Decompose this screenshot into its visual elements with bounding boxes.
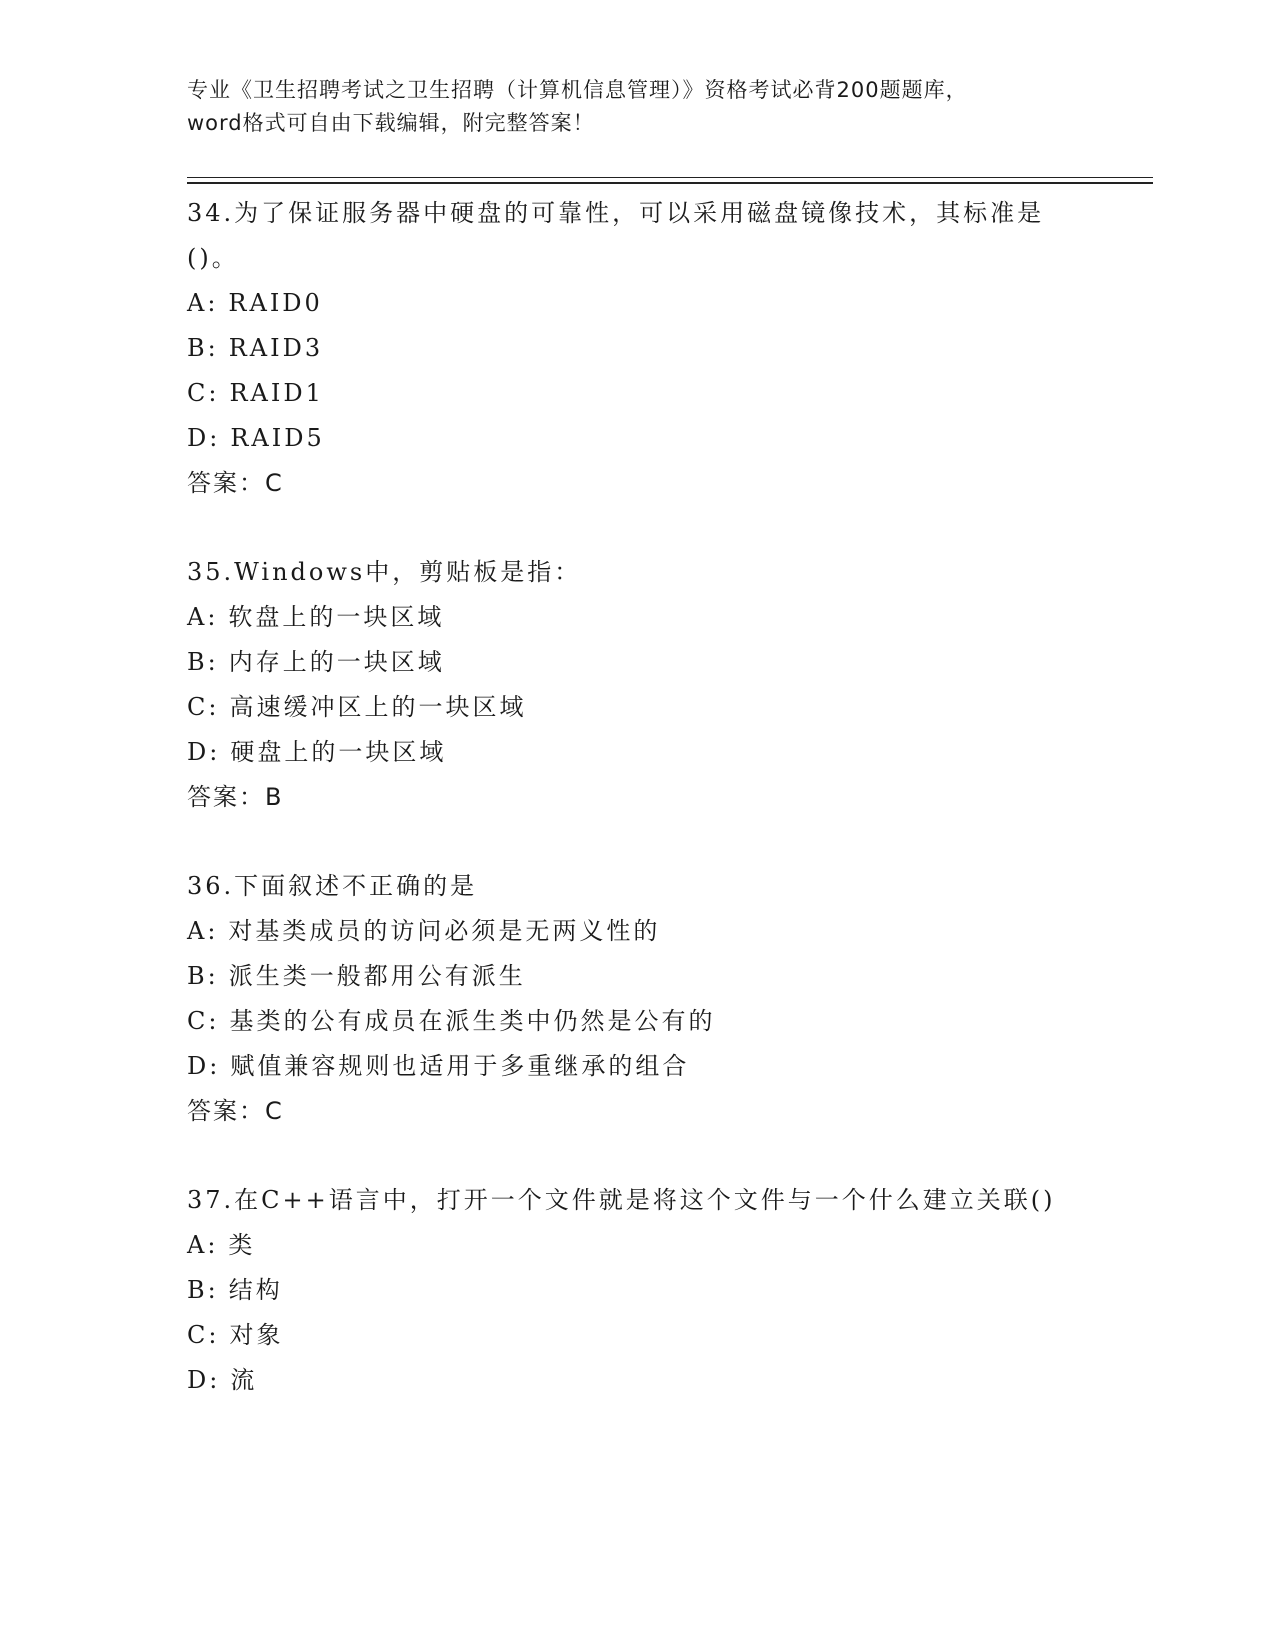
option-text: RAID1 — [229, 379, 324, 407]
option-key: D: — [187, 1052, 221, 1080]
option-key: B: — [187, 334, 219, 362]
header-divider-thin — [187, 177, 1153, 178]
header-divider-thick — [187, 182, 1153, 184]
option-key: C: — [187, 379, 220, 407]
option-item — [187, 416, 1147, 461]
option-list — [187, 595, 1147, 775]
option-text: 派生类一般都用公有派生 — [228, 962, 526, 990]
option-text: 类 — [228, 1231, 256, 1259]
question-stem: 37.在C++语言中，打开一个文件就是将这个文件与一个什么建立关联() — [187, 1186, 1056, 1214]
document-header — [187, 74, 1087, 140]
option-text: 赋值兼容规则也适用于多重继承的组合 — [230, 1052, 690, 1080]
question-block — [187, 864, 1147, 1131]
option-key: A: — [187, 1231, 219, 1259]
option-list — [187, 281, 1147, 461]
option-text: 结构 — [228, 1276, 283, 1304]
option-text: RAID3 — [228, 334, 324, 362]
option-text: 对基类成员的访问必须是无两义性的 — [228, 917, 661, 945]
option-text: RAID5 — [230, 424, 325, 452]
option-item — [187, 1358, 1147, 1403]
option-key: B: — [187, 962, 219, 990]
option-item — [187, 281, 1147, 326]
option-text: 基类的公有成员在派生类中仍然是公有的 — [229, 1007, 716, 1035]
option-key: A: — [187, 289, 219, 317]
option-key: B: — [187, 648, 219, 676]
option-text: 流 — [230, 1366, 258, 1394]
option-item — [187, 954, 1147, 999]
option-text: 内存上的一块区域 — [228, 648, 445, 676]
option-key: C: — [187, 693, 220, 721]
option-text: 高速缓冲区上的一块区域 — [229, 693, 527, 721]
option-item — [187, 1268, 1147, 1313]
option-list — [187, 909, 1147, 1089]
option-key: A: — [187, 603, 219, 631]
question-block — [187, 1178, 1147, 1403]
answer-line: 答案：B — [187, 783, 284, 811]
option-item — [187, 371, 1147, 416]
option-item — [187, 909, 1147, 954]
option-key: B: — [187, 1276, 219, 1304]
option-key: D: — [187, 738, 221, 766]
option-key: D: — [187, 424, 221, 452]
option-item — [187, 640, 1147, 685]
option-item — [187, 1223, 1147, 1268]
option-text: 硬盘上的一块区域 — [230, 738, 447, 766]
option-item — [187, 1313, 1147, 1358]
answer-line: 答案：C — [187, 1097, 284, 1125]
answer-line: 答案：C — [187, 469, 284, 497]
question-block — [187, 550, 1147, 817]
question-stem: 35.Windows中，剪贴板是指： — [187, 558, 582, 586]
option-key: A: — [187, 917, 219, 945]
option-item — [187, 730, 1147, 775]
option-item — [187, 999, 1147, 1044]
header-line-2: word格式可自由下载编辑，附完整答案！ — [187, 111, 595, 135]
option-item — [187, 685, 1147, 730]
option-key: D: — [187, 1366, 221, 1394]
question-stem: 36.下面叙述不正确的是 — [187, 872, 478, 900]
option-text: RAID0 — [228, 289, 323, 317]
header-line-1: 专业《卫生招聘考试之卫生招聘（计算机信息管理）》资格考试必背200题题库， — [187, 78, 968, 102]
option-list — [187, 1223, 1147, 1403]
option-key: C: — [187, 1321, 220, 1349]
question-list — [187, 191, 1147, 1450]
option-item — [187, 1044, 1147, 1089]
option-text: 对象 — [229, 1321, 284, 1349]
option-item — [187, 595, 1147, 640]
question-block — [187, 191, 1147, 503]
option-item — [187, 326, 1147, 371]
option-key: C: — [187, 1007, 220, 1035]
question-stem: 34.为了保证服务器中硬盘的可靠性，可以采用磁盘镜像技术，其标准是()。 — [187, 199, 1045, 272]
option-text: 软盘上的一块区域 — [228, 603, 445, 631]
